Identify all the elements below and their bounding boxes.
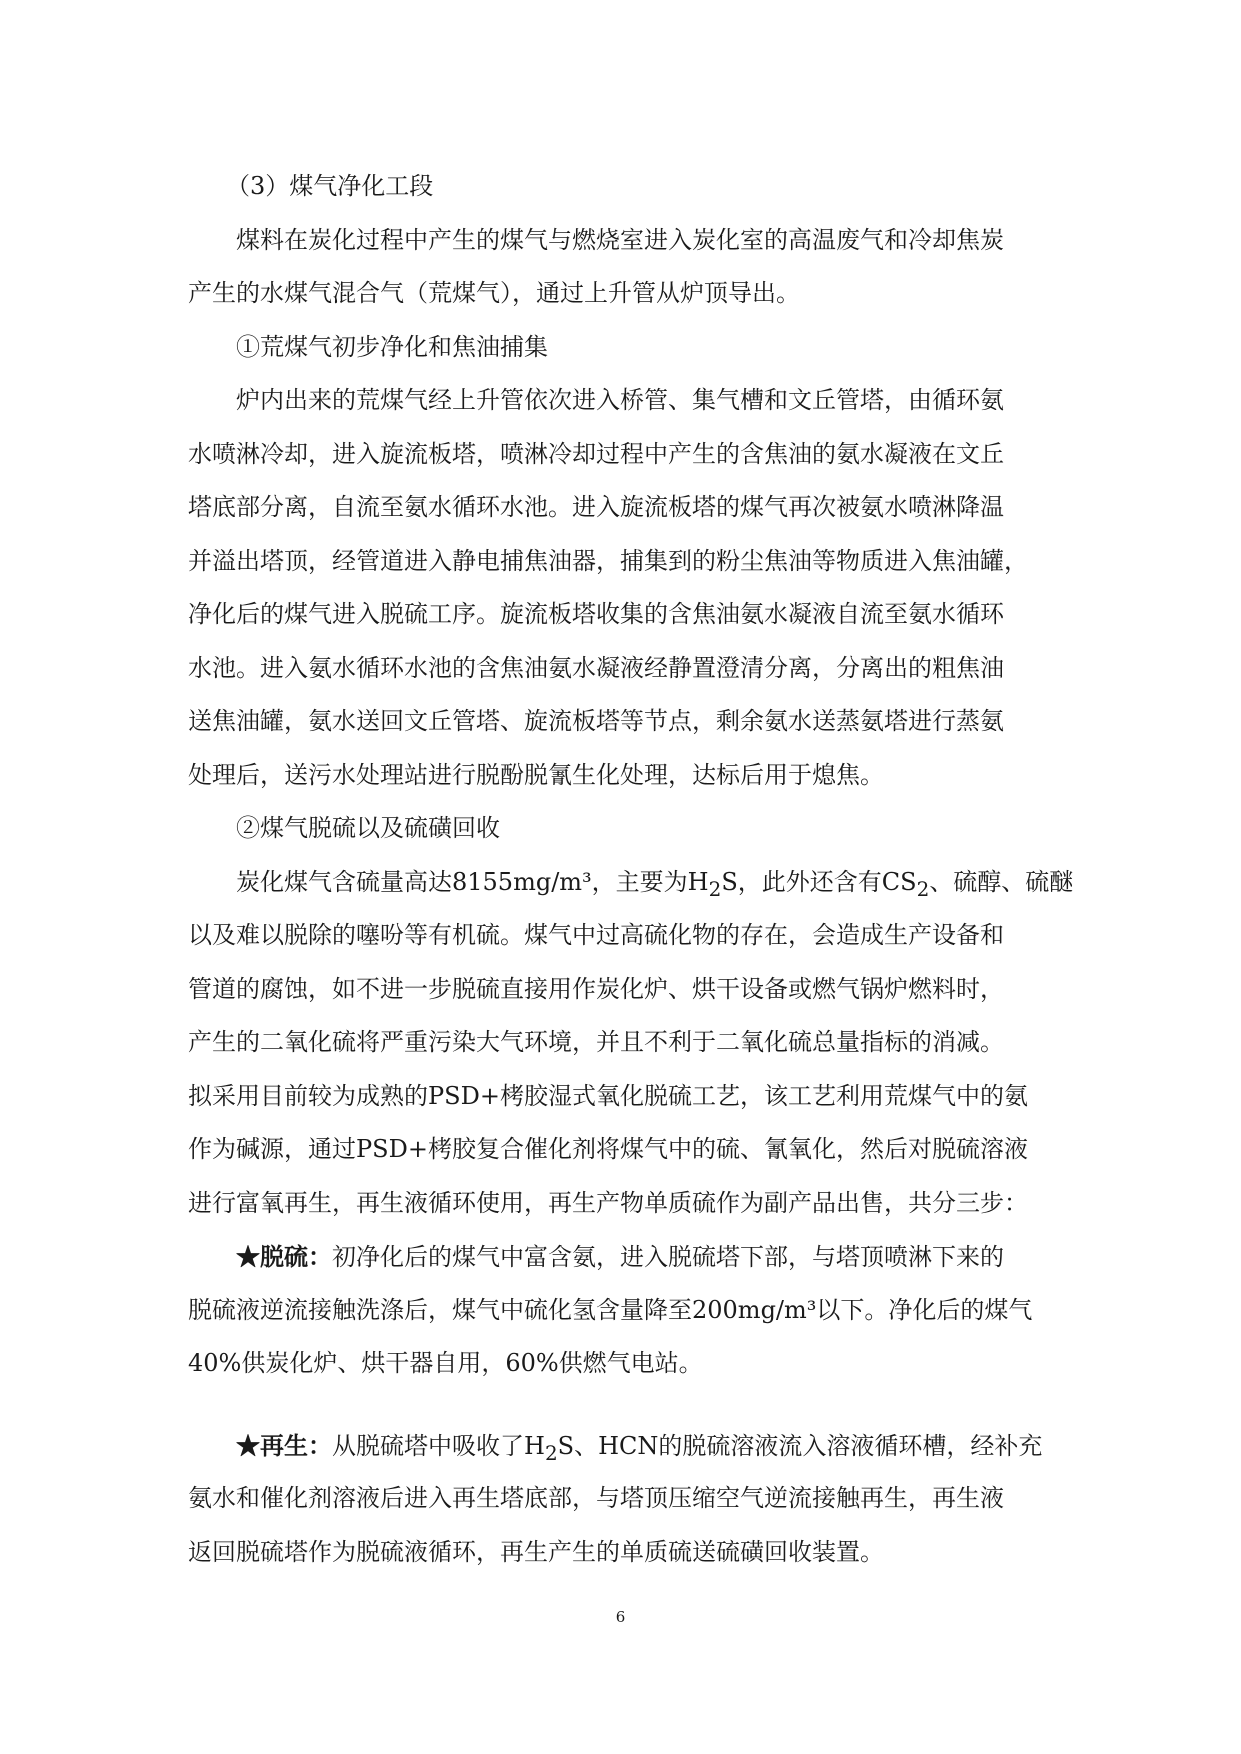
paragraph-line: 送焦油罐，氨水送回文丘管塔、旋流板塔等节点，剩余氨水送蒸氨塔进行蒸氨 [188,707,1004,735]
paragraph-line: 产生的水煤气混合气（荒煤气），通过上升管从炉顶导出。 [188,279,800,307]
paragraph-line: 返回脱硫塔作为脱硫液循环，再生产生的单质硫送硫磺回收装置。 [188,1537,884,1566]
paragraph-line: 处理后，送污水处理站进行脱酚脱氰生化处理，达标后用于熄焦。 [188,760,884,789]
text-run: 从脱硫塔中吸收了H [332,1431,545,1460]
paragraph-line: 以及难以脱除的噻吩等有机硫。煤气中过高硫化物的存在，会造成生产设备和 [188,921,1004,949]
paragraph-line: 作为碱源，通过PSD+栲胶复合催化剂将煤气中的硫、氰氧化，然后对脱硫溶液 [188,1135,1028,1163]
paragraph-line [188,1230,1054,1284]
paragraph-line: 水池。进入氨水循环水池的含焦油氨水凝液经静置澄清分离，分离出的粗焦油 [188,653,1004,682]
paragraph-line: 水喷淋冷却，进入旋流板塔，喷淋冷却过程中产生的含焦油的氨水凝液在文丘 [188,439,1004,468]
subscript: 2 [544,1440,558,1465]
regeneration-label: ★再生： [236,1430,332,1460]
text-run: 、硫醇、硫醚 [929,867,1074,896]
subscript: 2 [916,876,930,901]
paragraph-line: 并溢出塔顶，经管道进入静电捕焦油器，捕集到的粉尘焦油等物质进入焦油罐， [188,546,1028,575]
page-number: 6 [615,1608,626,1626]
paragraph-line: 净化后的煤气进入脱硫工序。旋流板塔收集的含焦油氨水凝液自流至氨水循环 [188,600,1004,628]
subsection-heading: ②煤气脱硫以及硫磺回收 [236,814,500,842]
paragraph-line: 煤料在炭化过程中产生的煤气与燃烧室进入炭化室的高温废气和冷却焦炭 [236,225,1004,254]
section-heading: （3）煤气净化工段 [226,172,434,200]
text-run: S，此外还含有CS [721,867,917,896]
desulfurization-label: ★脱硫： [236,1242,332,1271]
paragraph-line: 产生的二氧化硫将严重污染大气环境，并且不利于二氧化硫总量指标的消减。 [188,1028,1004,1056]
paragraph-gap [188,1391,1054,1419]
paragraph-line [188,856,1074,910]
text-run: 初净化后的煤气中富含氨，进入脱硫塔下部，与塔顶喷淋下来的 [332,1243,1004,1271]
document-body [188,160,1074,1579]
paragraph-line: 管道的腐蚀，如不进一步脱硫直接用作炭化炉、烘干设备或燃气锅炉燃料时， [188,974,1004,1003]
paragraph-line: 40%供炭化炉、烘干器自用，60%供燃气电站。 [188,1349,703,1377]
paragraph-line: 炉内出来的荒煤气经上升管依次进入桥管、集气槽和文丘管塔，由循环氨 [236,386,1004,414]
subsection-heading: ①荒煤气初步净化和焦油捕集 [236,332,548,361]
paragraph-line [188,1419,1054,1473]
paragraph-line: 拟采用目前较为成熟的PSD+栲胶湿式氧化脱硫工艺，该工艺利用荒煤气中的氨 [188,1081,1028,1110]
paragraph-line: 塔底部分离，自流至氨水循环水池。进入旋流板塔的煤气再次被氨水喷淋降温 [188,493,1004,521]
text-run: S、HCN的脱硫溶液流入溶液循环槽，经补充 [557,1431,1043,1460]
paragraph-line: 进行富氧再生，再生液循环使用，再生产物单质硫作为副产品出售，共分三步： [188,1188,1028,1217]
text-run: 炭化煤气含硫量高达8155mg/m³，主要为H [236,867,709,896]
paragraph-line: 脱硫液逆流接触洗涤后，煤气中硫化氢含量降至200mg/m³以下。净化后的煤气 [188,1295,1033,1324]
subscript: 2 [708,876,722,901]
paragraph-line: 氨水和催化剂溶液后进入再生塔底部，与塔顶压缩空气逆流接触再生，再生液 [188,1484,1004,1512]
